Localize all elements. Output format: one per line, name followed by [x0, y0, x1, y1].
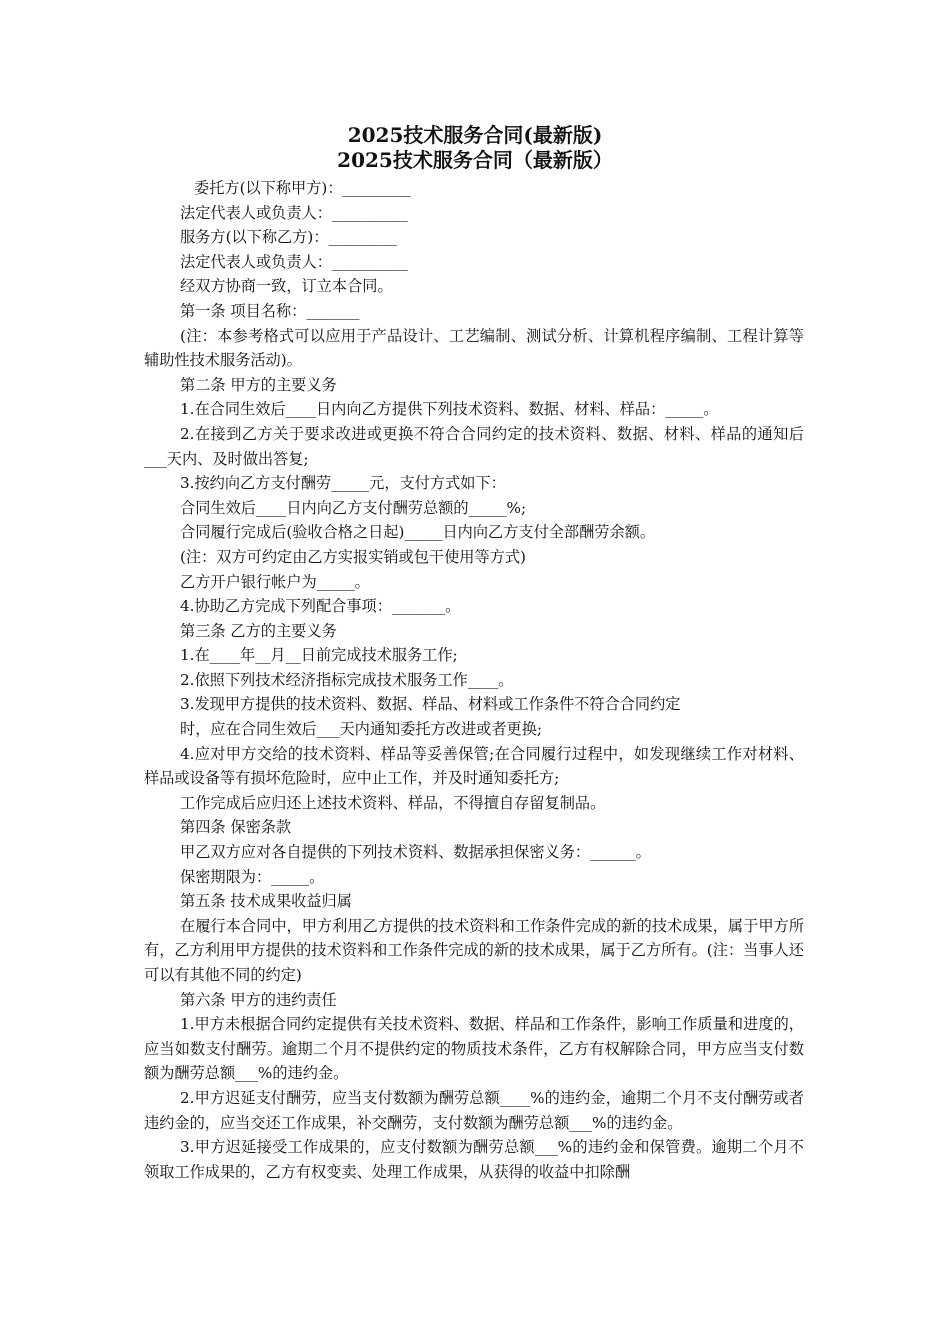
article-2-item-4: 4.协助乙方完成下列配合事项：_______。	[180, 597, 461, 616]
article-1-note: (注：本参考格式可以应用于产品设计、工艺编制、测试分析、计算机程序编制、工程计算等辅助性技术服务活动)。	[144, 326, 804, 370]
article-3-item-3-cont: 时，应在合同生效后___天内通知委托方改进或者更换;	[180, 720, 543, 739]
article-6-item-1: 1.甲方未根据合同约定提供有关技术资料、数据、样品和工作条件，影响工作质量和进度的，应当如数支付酬劳。逾期二个月不提供约定的物质技术条件，乙方有权解除合同，甲方应当支付数额为酬劳总额___%的违约金。	[144, 1015, 804, 1083]
article-5-paragraph: 在履行本合同中，甲方利用乙方提供的技术资料和工作条件完成的新的技术成果，属于甲方所有，乙方利用甲方提供的技术资料和工作条件完成的新的技术成果，属于乙方所有。(注：当事人还可以有其他不同的约定)	[144, 916, 804, 984]
party-a-rep-line: 法定代表人或负责人：__________	[180, 203, 408, 222]
article-2-item-2: 2.在接到乙方关于要求改进或更换不符合合同约定的技术资料、数据、材料、样品的通知后___天内、及时做出答复;	[144, 424, 804, 468]
article-6-item-2: 2.甲方迟延支付酬劳，应当支付数额为酬劳总额____%的违约金，逾期二个月不支付酬劳或者违约金的，应当交还工作成果，补交酬劳，支付数额为酬劳总额___%的违约金。	[144, 1088, 804, 1132]
article-3-item-1: 1.在____年__月__日前完成技术服务工作;	[180, 646, 458, 665]
party-a-line: 委托方(以下称甲方)：_________	[194, 179, 411, 197]
confidentiality-line: 甲乙双方应对各自提供的下列技术资料、数据承担保密义务：______。	[180, 843, 651, 862]
document-title: 2025技术服务合同(最新版)	[347, 123, 603, 147]
party-b-line: 服务方(以下称乙方)：_________	[180, 228, 397, 247]
agreement-line: 经双方协商一致，订立本合同。	[180, 277, 393, 296]
payment-line-1: 合同生效后____日内向乙方支付酬劳总额的_____%;	[180, 498, 527, 517]
confidentiality-term: 保密期限为：_____。	[180, 867, 325, 886]
article-3-heading: 第三条 乙方的主要义务	[180, 621, 337, 640]
article-6-item-3: 3.甲方迟延接受工作成果的，应支付数额为酬劳总额___%的违约金和保管费。逾期二个月不领取工作成果的，乙方有权变卖、处理工作成果，从获得的收益中扣除酬	[144, 1138, 804, 1181]
contract-body	[144, 176, 804, 1184]
article-2-item-3: 3.按约向乙方支付酬劳_____元，支付方式如下：	[180, 474, 506, 493]
article-2-heading: 第二条 甲方的主要义务	[180, 375, 337, 394]
article-1-heading: 第一条 项目名称：_______	[180, 301, 360, 320]
article-3-return-line: 工作完成后应归还上述技术资料、样品，不得擅自存留复制品。	[180, 793, 606, 812]
article-3-item-3: 3.发现甲方提供的技术资料、数据、样品、材料或工作条件不符合合同约定	[180, 695, 681, 714]
article-3-item-4: 4.应对甲方交给的技术资料、样品等妥善保管;在合同履行过程中，如发现继续工作对材料、样品或设备等有损坏危险时，应中止工作，并及时通知委托方;	[144, 744, 804, 788]
article-3-item-2: 2.依照下列技术经济指标完成技术服务工作____。	[180, 670, 514, 689]
payment-note: (注：双方可约定由乙方实报实销或包干使用等方式)	[180, 547, 526, 566]
bank-account-line: 乙方开户银行帐户为_____。	[180, 572, 370, 591]
article-5-heading: 第五条 技术成果收益归属	[180, 892, 352, 911]
article-6-heading: 第六条 甲方的违约责任	[180, 990, 337, 1009]
party-b-rep-line: 法定代表人或负责人：__________	[180, 252, 408, 271]
payment-line-2: 合同履行完成后(验收合格之日起)_____日内向乙方支付全部酬劳余额。	[180, 523, 656, 542]
document-subtitle: 2025技术服务合同（最新版）	[337, 148, 613, 172]
article-2-item-1: 1.在合同生效后____日内向乙方提供下列技术资料、数据、材料、样品：_____。	[180, 400, 719, 419]
article-4-heading: 第四条 保密条款	[180, 818, 292, 837]
